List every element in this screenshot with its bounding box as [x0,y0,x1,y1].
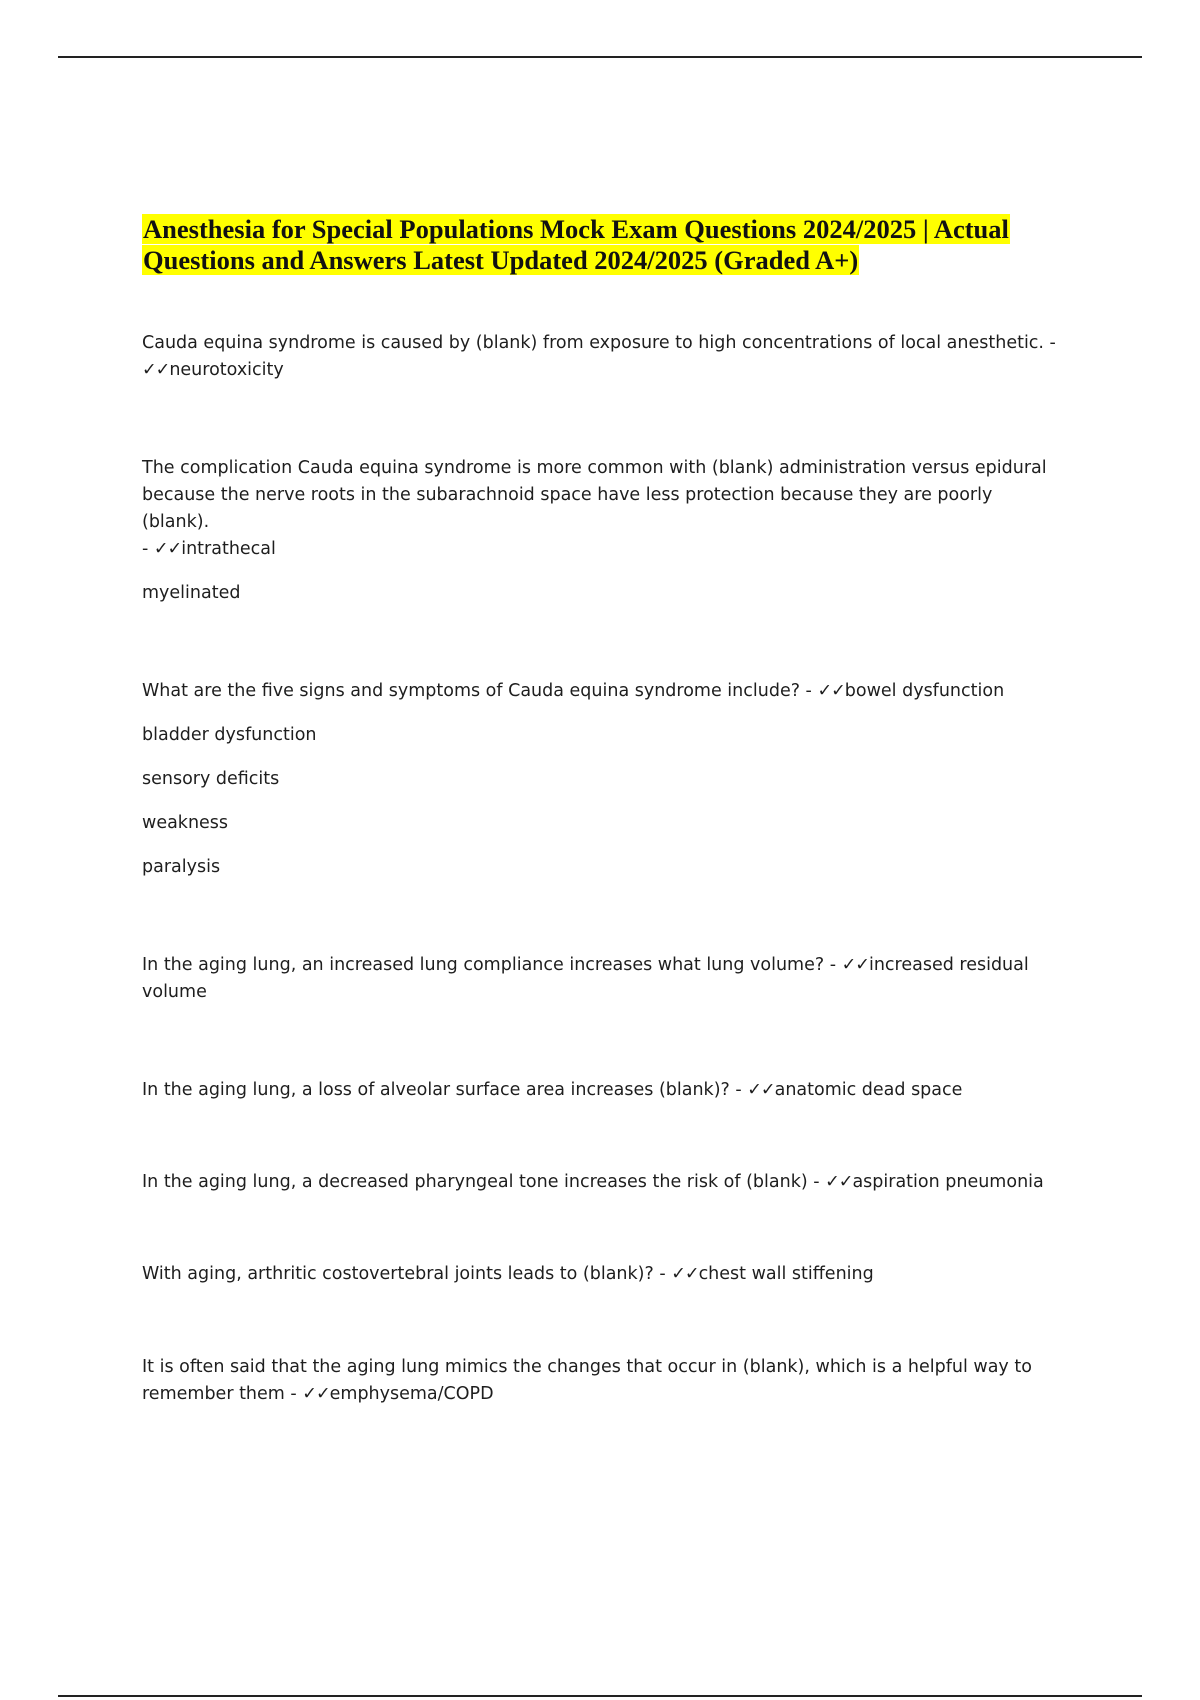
footer-rule [58,1695,1142,1697]
qa-question-line [142,1354,1062,1408]
check-mark-icon: ✓✓ [825,1172,853,1192]
question-text: In the aging lung, an increased lung compliance increases what lung volume? - [142,955,837,975]
answer-text: emphysema/COPD [329,1384,494,1404]
check-mark-icon: ✓✓ [671,1264,699,1284]
check-mark-icon: ✓✓ [747,1080,775,1100]
document-title [142,214,1062,276]
qa-question-line [142,952,1062,1006]
qa-question-line [142,1077,1062,1104]
qa-item [142,1169,1062,1196]
check-mark-icon: ✓✓ [302,1384,330,1404]
qa-item [142,1077,1062,1104]
answer-extra-line: paralysis [142,857,221,877]
question-text: Cauda equina syndrome is caused by (blank) from exposure to high concentrations of local anesthetic. - [142,333,1056,353]
header-rule [58,56,1142,58]
qa-item [142,1261,1062,1288]
answer-extra-line: weakness [142,813,229,833]
qa-item [142,455,1062,607]
answer-text: neurotoxicity [169,360,284,380]
qa-question-line [142,1261,1062,1288]
answer-text: chest wall stiffening [698,1264,874,1284]
answer-text: intrathecal [181,539,276,559]
check-mark-icon: ✓✓ [817,681,845,701]
answer-text: bowel dysfunction [844,681,1005,701]
qa-item [142,330,1062,384]
question-text: With aging, arthritic costovertebral joints leads to (blank)? - [142,1264,666,1284]
answer-text: increased residual volume [142,955,1029,1002]
answer-text: anatomic dead space [774,1080,963,1100]
check-mark-icon: ✓✓ [142,360,170,380]
answer-text: aspiration pneumonia [852,1172,1044,1192]
question-text: In the aging lung, a decreased pharyngeal tone increases the risk of (blank) - [142,1172,820,1192]
question-text: What are the five signs and symptoms of Cauda equina syndrome include? - [142,681,812,701]
qa-question-line [142,330,1062,384]
qa-item [142,678,1062,881]
question-text: It is often said that the aging lung mimics the changes that occur in (blank), which is a helpful way to remember them - [142,1357,1032,1404]
document-body [142,214,1062,1408]
qa-question-line [142,1169,1062,1196]
qa-question-line [142,678,1062,705]
answer-prefix: - [142,539,154,559]
answer-extra-line: myelinated [142,583,241,603]
question-text: The complication Cauda equina syndrome is more common with (blank) administration versus epidural because the nerve roots in the subarachnoid space have less protection because they are poorly (blank). [142,458,1047,532]
check-mark-icon: ✓✓ [153,539,182,559]
qa-question-line [142,455,1062,563]
question-text: In the aging lung, a loss of alveolar surface area increases (blank)? - [142,1080,742,1100]
answer-extra-line: sensory deficits [142,769,280,789]
title-highlight: Anesthesia for Special Populations Mock Exam Questions 2024/2025 | Actual Questions and Answers Latest Updated 2024/2025 (Graded A+) [143,214,1009,275]
qa-item [142,1354,1062,1408]
check-mark-icon: ✓✓ [841,955,869,975]
answer-extra-line: bladder dysfunction [142,725,317,745]
qa-item [142,952,1062,1006]
